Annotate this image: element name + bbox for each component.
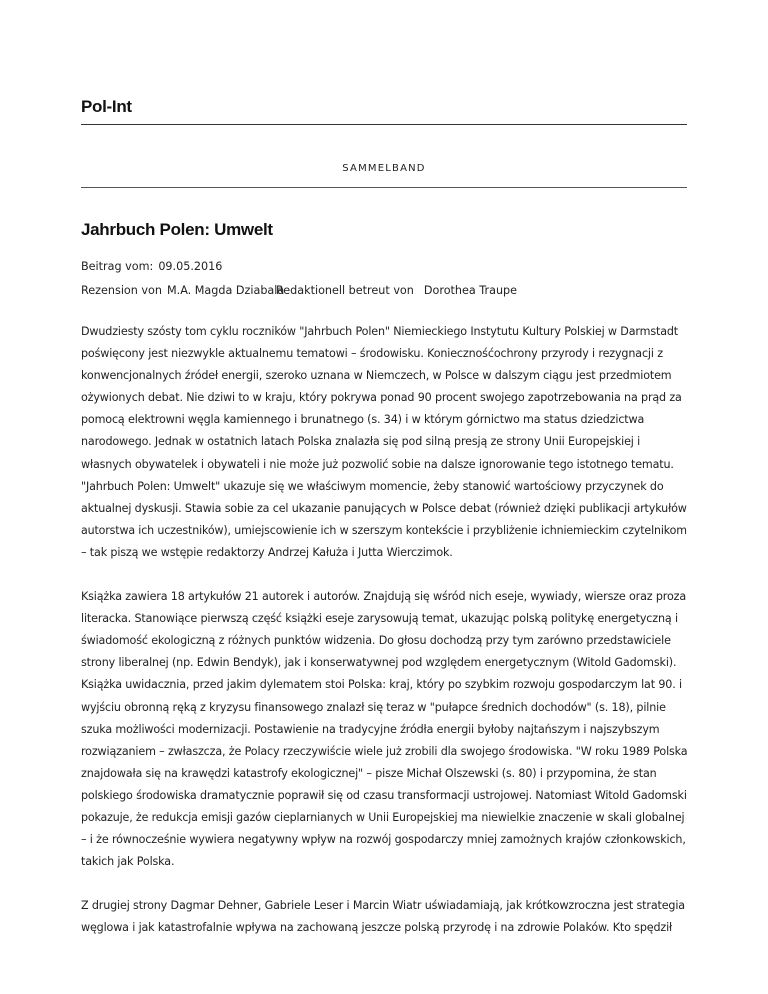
paragraph-line: pokazuje, że redukcja emisji gazów cieplarnianych w Unii Europejskiej ma niewielkie znaczenie w skali globalnej bbox=[81, 810, 685, 824]
site-title[interactable]: Pol-Int bbox=[81, 97, 132, 116]
paragraph-line: Książka uwidacznia, przed jakim dylematem stoi Polska: kraj, który po szybkim rozwoju gospodarczym lat 90. i bbox=[81, 678, 682, 692]
category-divider bbox=[81, 187, 687, 188]
paragraph-line: poświęcony jest niezwykle aktualnemu tematowi – środowisku. Koniecznośćochrony przyrody i rezygnacji z bbox=[81, 347, 663, 361]
paragraph-line: konwencjonalnych źródeł energii, szeroko uznana w Niemczech, w Polsce w dalszym ciągu jest przedmiotem bbox=[81, 369, 672, 383]
paragraph-line: ożywionych debat. Nie dziwi to w kraju, który pokrywa ponad 90 procent swojego zapotrzebowania na prąd za bbox=[81, 391, 682, 405]
paragraph-line: pomocą elektrowni węgla kamiennego i brunatnego (s. 34) i w którym górnictwo ma status dziedzictwa bbox=[81, 413, 645, 427]
review-label: Rezension von bbox=[81, 284, 162, 297]
editor-label: Redaktionell betreut von bbox=[276, 284, 414, 297]
paragraph-line: polskiego środowiska dramatycznie poprawił się od czasu transformacji ustrojowej. Natomiast Witold Gadomski bbox=[81, 788, 687, 802]
paragraph-line: – tak piszą we wstępie redaktorzy Andrzej Kałuża i Jutta Wierczimok. bbox=[81, 545, 453, 559]
paragraph-line: Książka zawiera 18 artykułów 21 autorek i autorów. Znajdują się wśród nich eseje, wywiady, wiersze oraz proza bbox=[81, 590, 687, 604]
paragraph-line: rozwiązaniem – zwłaszcza, że Polacy rzeczywiście wiele już zrobili dla swojego środowiska. "W roku 1989 Polska bbox=[81, 744, 688, 758]
paragraph-line: Dwudziesty szósty tom cyklu roczników "Jahrbuch Polen" Niemieckiego Instytutu Kultury Polskiej w Darmstadt bbox=[81, 325, 679, 338]
body-paragraph bbox=[81, 586, 687, 873]
body-paragraph bbox=[81, 895, 687, 939]
date-value: 09.05.2016 bbox=[158, 260, 223, 273]
paragraph-line: szuka możliwości modernizacji. Postawienie na tradycyjne źródła energii byłoby najtańszym i najszybszym bbox=[81, 722, 660, 736]
article-body bbox=[81, 321, 687, 961]
article-title: Jahrbuch Polen: Umwelt bbox=[81, 220, 273, 239]
paragraph-line: narodowego. Jednak w ostatnich latach Polska znalazła się pod silną presją ze strony Unii Europejskiej i bbox=[81, 435, 641, 449]
paragraph-line: węglowa i jak katastrofalnie wpływa na zachowaną jeszcze polską przyrodę i na zdrowie Polaków. Kto spędził bbox=[81, 921, 673, 935]
paragraph-line: znajdowała się na krawędzi katastrofy ekologicznej" – pisze Michał Olszewski (s. 80) i przypomina, że stan bbox=[81, 766, 657, 780]
paragraph-line: "Jahrbuch Polen: Umwelt" ukazuje się we właściwym momencie, żeby stanowić wartościowy przyczynek do bbox=[81, 479, 664, 493]
paragraph-line: własnych obywatelek i obywateli i nie może już pozwolić sobie na dalsze ignorowanie tego istotnego tematu. bbox=[81, 457, 674, 471]
paragraph-line: strony liberalnej (np. Edwin Bendyk), jak i konserwatywnej pod względem energetycznym (Witold Gadomski). bbox=[81, 656, 677, 670]
paragraph-line: – i że równocześnie wywiera negatywny wpływ na rozwój gospodarczy mniej zamożnych krajów członkowskich, bbox=[81, 833, 686, 847]
paragraph-line: literacka. Stanowiące pierwszą część książki eseje zarysowują temat, ukazując polską politykę energetyczną i bbox=[81, 612, 678, 626]
paragraph-line: Z drugiej strony Dagmar Dehner, Gabriele Leser i Marcin Wiatr uświadamiają, jak krótkowzroczna jest strategia bbox=[81, 899, 685, 913]
paragraph-line: takich jak Polska. bbox=[81, 855, 175, 869]
header-divider bbox=[81, 124, 687, 125]
paragraph-line: świadomość ekologiczną z różnych punktów widzenia. Do głosu dochodzą przy tym zarówno przedstawiciele bbox=[81, 634, 671, 648]
article-credits bbox=[81, 284, 687, 297]
reviewer-credit bbox=[81, 284, 284, 297]
paragraph-line: wyjściu obronną ręką z kryzysu finansowego znalazł się teraz w "pułapce średnich dochodów" (s. 18), pilnie bbox=[81, 700, 666, 714]
editor-link[interactable]: Dorothea Traupe bbox=[423, 284, 518, 297]
paragraph-line: autorstwa ich uczestników), umiejscowienie ich w szerszym kontekście i przybliżenie ichniemieckim czytelnikom bbox=[81, 523, 687, 537]
editor-credit bbox=[276, 284, 517, 297]
category-label: SAMMELBAND bbox=[342, 163, 426, 174]
reviewer-link[interactable]: M.A. Magda Dziabala bbox=[166, 284, 285, 297]
publish-date bbox=[81, 260, 222, 273]
paragraph-line: aktualnej dyskusji. Stawia sobie za cel ukazanie panujących w Polsce debat (również dzięki publikacji artykułów bbox=[81, 501, 687, 515]
date-label: Beitrag vom: bbox=[81, 260, 154, 273]
body-paragraph bbox=[81, 321, 687, 564]
